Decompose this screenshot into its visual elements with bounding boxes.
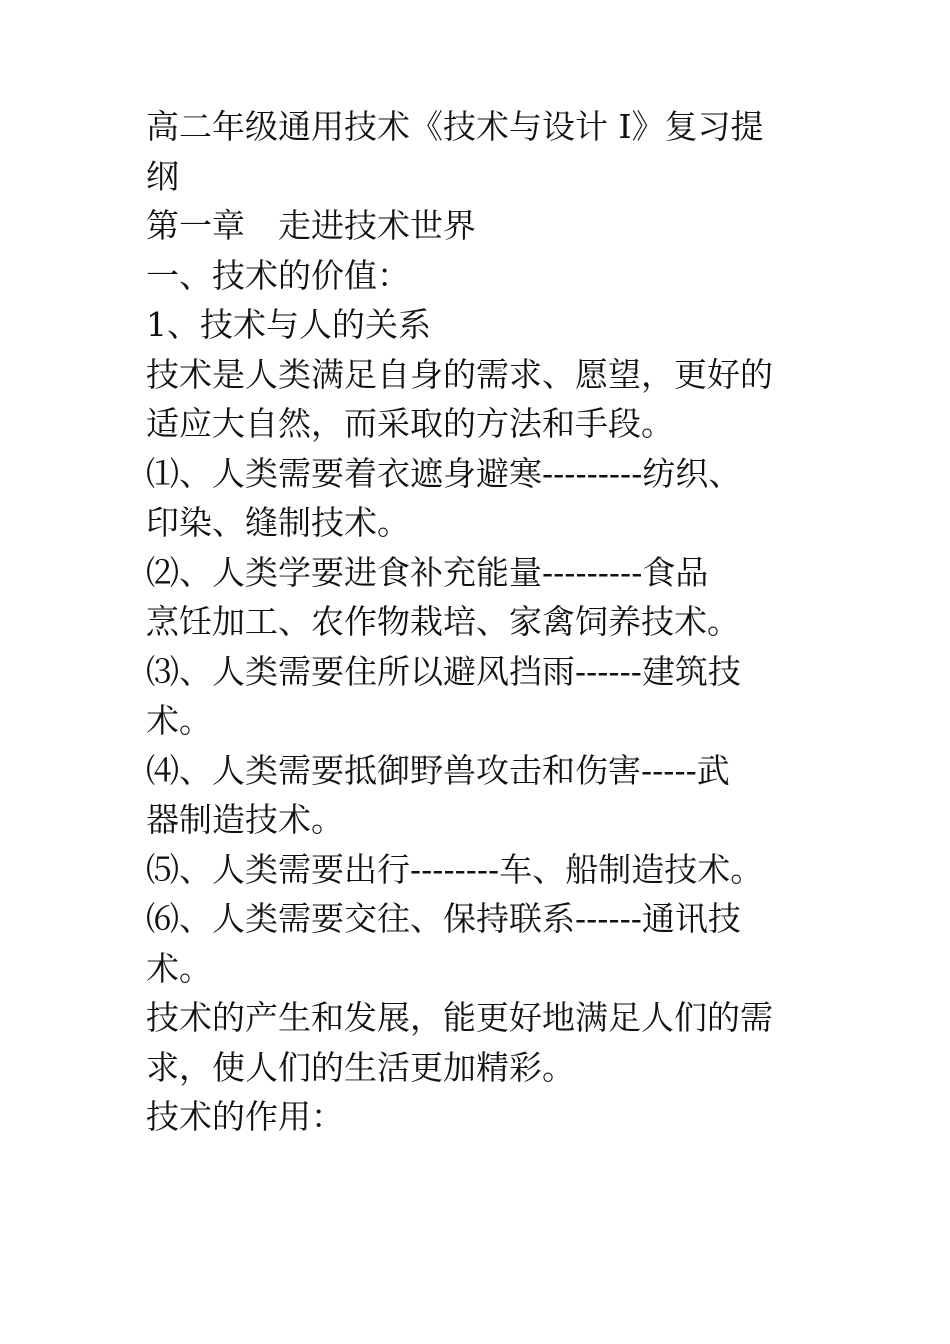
list-item-line: ⑹、人类需要交往、保持联系------通讯技 — [146, 899, 741, 938]
list-item-line: 烹饪加工、农作物栽培、家禽饲养技术。 — [146, 602, 740, 641]
paragraph-line: 技术的产生和发展，能更好地满足人们的需 — [146, 998, 773, 1037]
paragraph-line: 技术的作用： — [146, 1097, 344, 1136]
list-item-line: ⑵、人类学要进食补充能量---------食品 — [146, 552, 709, 592]
paragraph-line: 求，使人们的生活更加精彩。 — [146, 1047, 575, 1087]
document-body — [146, 102, 818, 1142]
subsection-heading: 1、技术与人的关系 — [146, 305, 431, 344]
list-item-line: ⑴、人类需要着衣遮身避寒---------纺织、 — [146, 453, 742, 493]
list-item-line: 器制造技术。 — [146, 800, 344, 839]
list-item-line: 术。 — [146, 701, 212, 740]
list-item-line: ⑸、人类需要出行--------车、船制造技术。 — [146, 849, 764, 889]
list-item-line: ⑶、人类需要住所以避风挡雨------建筑技 — [146, 651, 741, 691]
title-line-1: 高二年级通用技术《技术与设计 I》复习提 — [146, 107, 764, 146]
title-line-2: 纲 — [146, 156, 179, 196]
chapter-heading: 第一章 走进技术世界 — [146, 206, 476, 245]
list-item-line: ⑷、人类需要抵御野兽攻击和伤害-----武 — [146, 750, 730, 790]
paragraph-line: 技术是人类满足自身的需求、愿望，更好的 — [146, 354, 773, 394]
list-item-line: 术。 — [146, 948, 212, 988]
section-heading: 一、技术的价值： — [146, 255, 410, 295]
list-item-line: 印染、缝制技术。 — [146, 503, 410, 542]
paragraph-line: 适应大自然，而采取的方法和手段。 — [146, 404, 674, 443]
